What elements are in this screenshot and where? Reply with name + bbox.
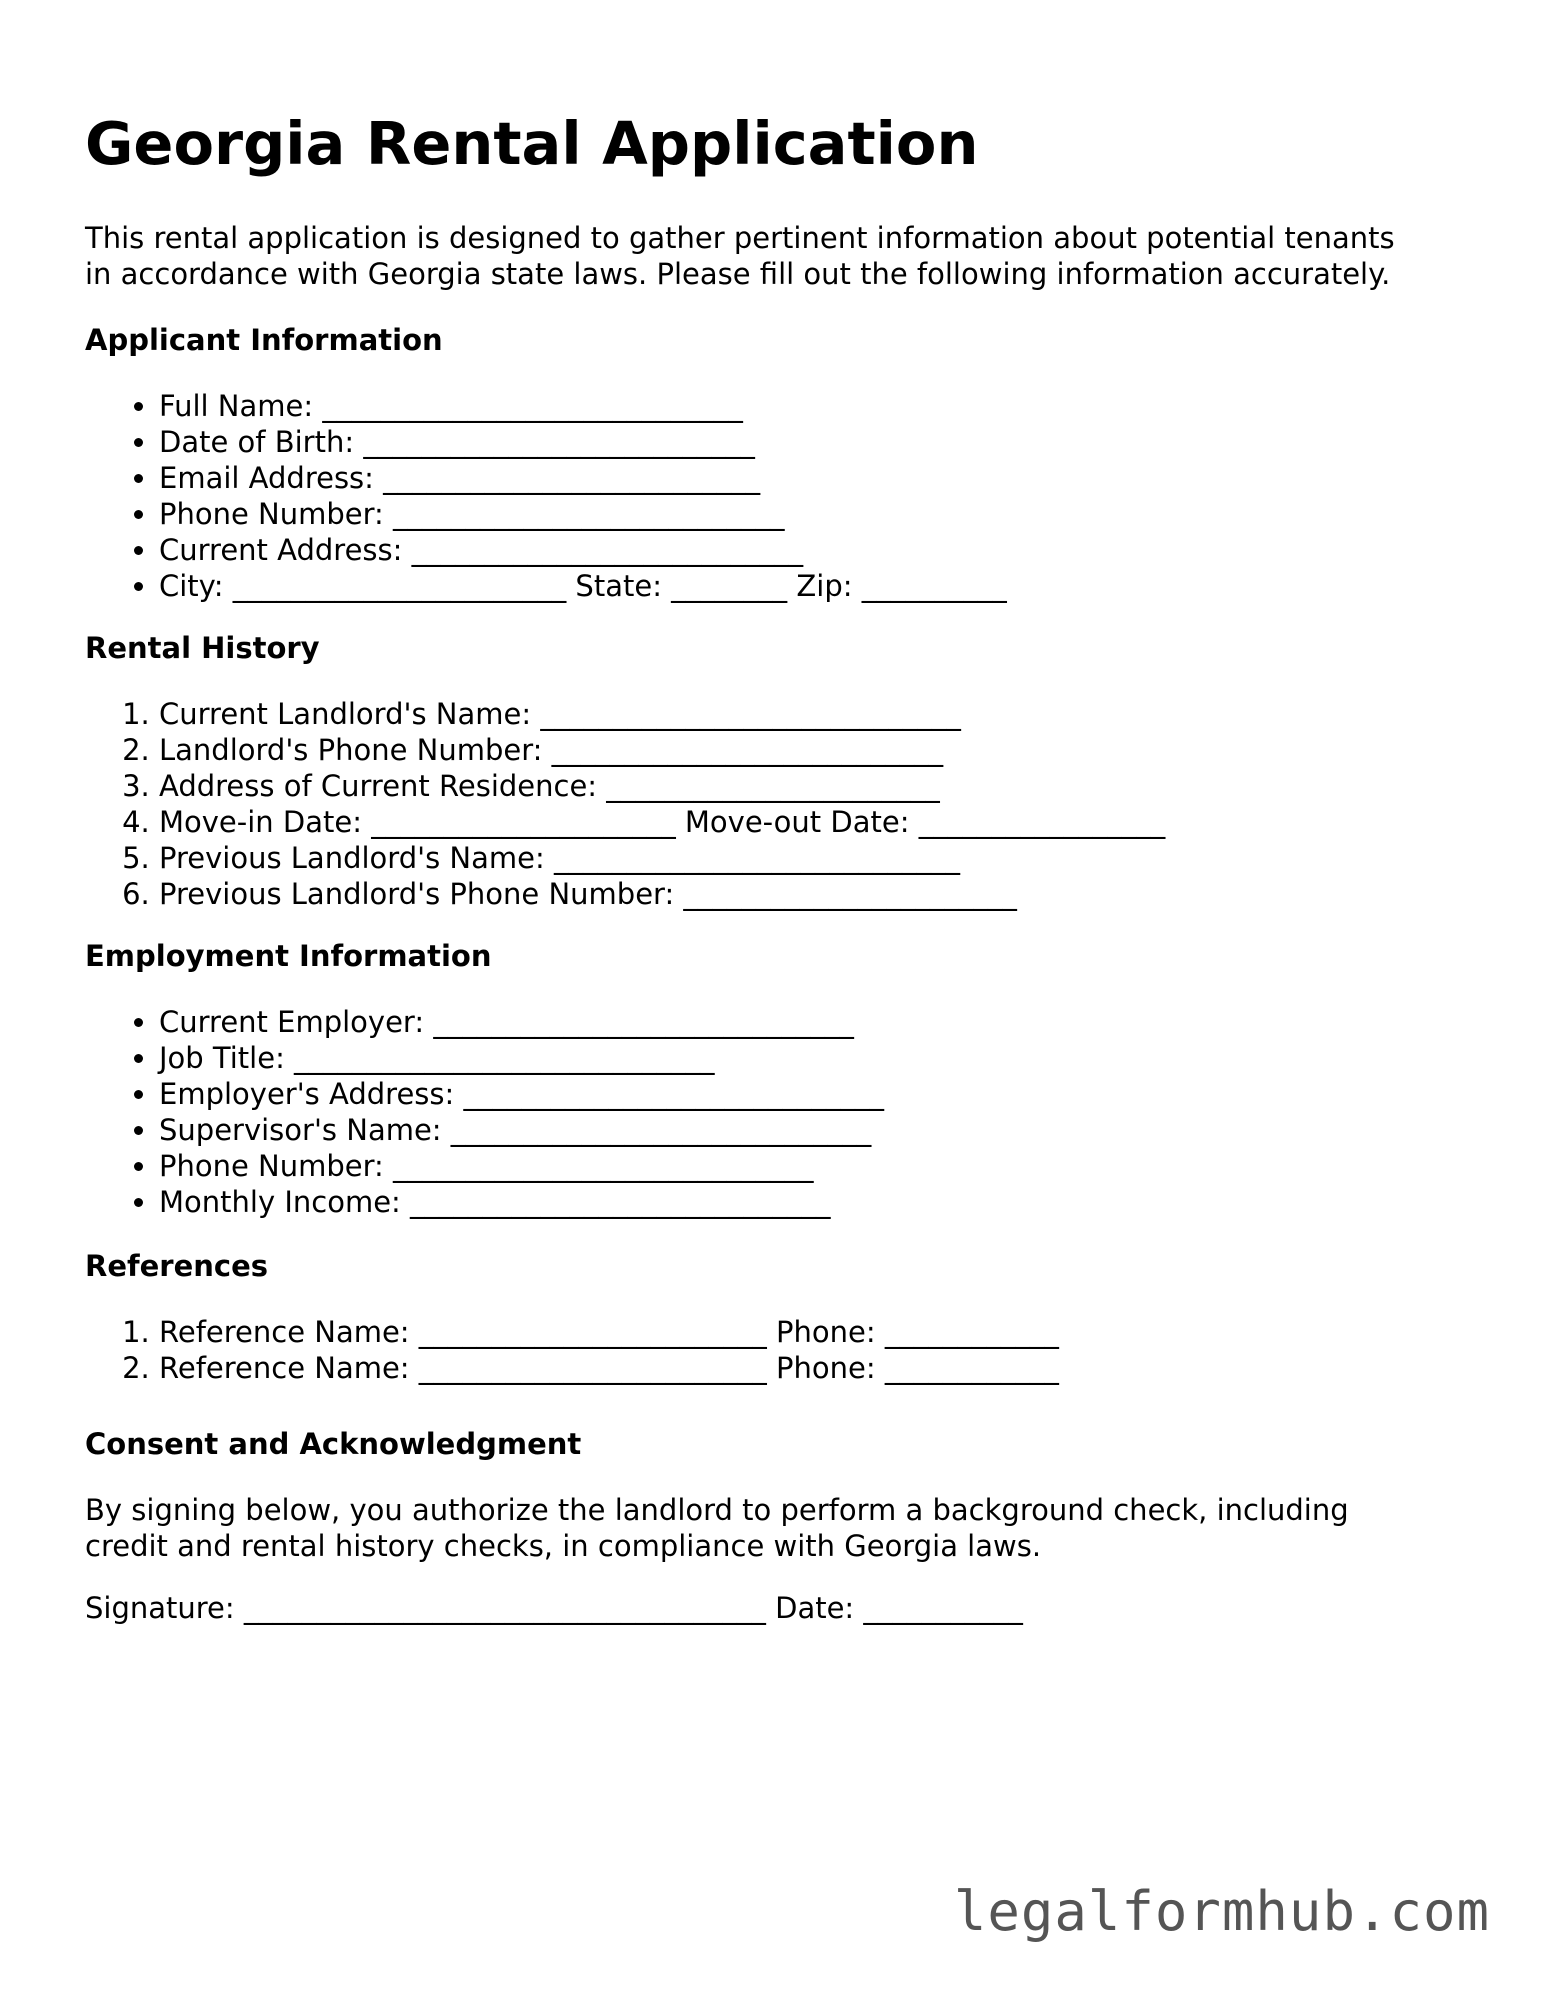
field-phone-number[interactable]: • Phone Number: ___________________________	[159, 496, 1007, 532]
field-reference[interactable]: 1. Reference Name: ________________________ Phone: ____________	[159, 1314, 1059, 1350]
intro-line: in accordance with Georgia state laws. Please fill out the following information accurately.	[85, 257, 1391, 291]
field-job-title[interactable]: • Job Title: _____________________________	[159, 1040, 884, 1076]
field-previous-landlord-name[interactable]: 5. Previous Landlord's Name: ____________________________	[159, 840, 1165, 876]
field-current-residence-address[interactable]: 3. Address of Current Residence: _______________________	[159, 768, 1165, 804]
field-email-address[interactable]: • Email Address: __________________________	[159, 460, 1007, 496]
intro-line: This rental application is designed to gather pertinent information about potential tenants	[85, 221, 1395, 255]
field-monthly-income[interactable]: • Monthly Income: _____________________________	[159, 1184, 884, 1220]
applicant-field-list	[85, 388, 1007, 604]
watermark-logo: legalformhub.com	[953, 1880, 1490, 1943]
field-current-landlord-name[interactable]: 1. Current Landlord's Name: _____________________________	[159, 696, 1165, 732]
page-title: Georgia Rental Application	[85, 109, 979, 178]
field-employer-address[interactable]: • Employer's Address: _____________________________	[159, 1076, 884, 1112]
consent-line: credit and rental history checks, in compliance with Georgia laws.	[85, 1529, 1042, 1563]
field-current-employer[interactable]: • Current Employer: _____________________________	[159, 1004, 884, 1040]
field-reference[interactable]: 2. Reference Name: ________________________ Phone: ____________	[159, 1350, 1059, 1386]
employment-field-list	[85, 1004, 884, 1220]
signature-date-field[interactable]: Signature: ____________________________________ Date: ___________	[85, 1591, 1023, 1625]
consent-line: By signing below, you authorize the landlord to perform a background check, including	[85, 1493, 1349, 1527]
intro-paragraph	[85, 220, 1395, 292]
field-city-state-zip[interactable]: • City: _______________________ State: ________ Zip: __________	[159, 568, 1007, 604]
field-supervisor-name[interactable]: • Supervisor's Name: _____________________________	[159, 1112, 884, 1148]
references-field-list	[85, 1314, 1059, 1386]
consent-paragraph	[85, 1492, 1349, 1564]
section-heading-employment: Employment Information	[85, 939, 492, 973]
field-employer-phone[interactable]: • Phone Number: _____________________________	[159, 1148, 884, 1184]
section-heading-consent: Consent and Acknowledgment	[85, 1427, 582, 1461]
rental-history-field-list	[85, 696, 1165, 912]
section-heading-references: References	[85, 1249, 269, 1283]
section-heading-applicant: Applicant Information	[85, 323, 443, 357]
field-current-address[interactable]: • Current Address: ___________________________	[159, 532, 1007, 568]
field-landlord-phone[interactable]: 2. Landlord's Phone Number: ___________________________	[159, 732, 1165, 768]
section-heading-rental-history: Rental History	[85, 631, 320, 665]
field-move-dates[interactable]: 4. Move-in Date: _____________________ Move-out Date: _________________	[159, 804, 1165, 840]
field-full-name[interactable]: • Full Name: _____________________________	[159, 388, 1007, 424]
field-previous-landlord-phone[interactable]: 6. Previous Landlord's Phone Number: _______________________	[159, 876, 1165, 912]
field-date-of-birth[interactable]: • Date of Birth: ___________________________	[159, 424, 1007, 460]
